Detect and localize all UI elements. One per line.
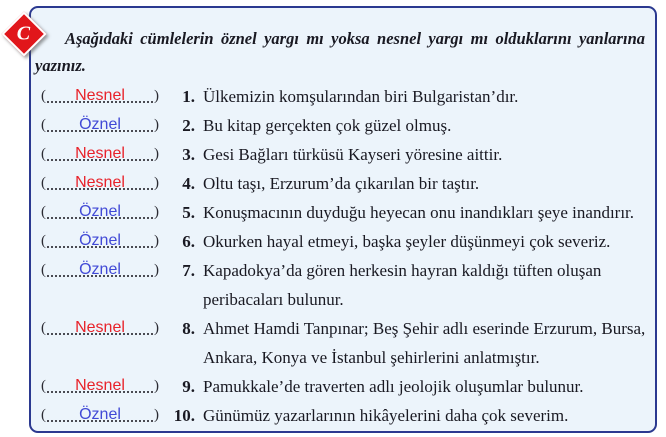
- close-paren: ): [154, 233, 159, 249]
- close-paren: ): [154, 407, 159, 423]
- answer-blank[interactable]: [41, 372, 159, 401]
- close-paren: ): [154, 117, 159, 133]
- item-number: 7.: [182, 261, 195, 280]
- answer-blank[interactable]: [41, 314, 159, 343]
- item-number: 8.: [182, 319, 195, 338]
- open-paren: (: [41, 233, 46, 249]
- handwritten-answer: Öznel: [79, 203, 121, 220]
- handwritten-answer: Nesnel: [75, 87, 125, 104]
- item-text: Gesi Bağları türküsü Kayseri yöresine aittir.: [203, 145, 503, 164]
- diamond-icon: [1, 11, 46, 56]
- item-number: 3.: [182, 145, 195, 164]
- open-paren: (: [41, 262, 46, 278]
- item-number: 6.: [182, 232, 195, 251]
- list-item: [31, 314, 655, 372]
- answer-blank[interactable]: [41, 227, 159, 256]
- answer-blank[interactable]: [41, 401, 159, 430]
- handwritten-answer: Öznel: [79, 261, 121, 278]
- item-text: Günümüz yazarlarının hikâyelerini daha çok severim.: [203, 406, 569, 425]
- handwritten-answer: Öznel: [79, 406, 121, 423]
- close-paren: ): [154, 378, 159, 394]
- answer-blank[interactable]: [41, 140, 159, 169]
- item-number: 5.: [182, 203, 195, 222]
- close-paren: ): [154, 146, 159, 162]
- item-text: Ahmet Hamdi Tanpınar; Beş Şehir adlı eserinde Erzurum, Bursa, Ankara, Konya ve İstanbul şehirlerini anlatmıştır.: [203, 319, 646, 367]
- handwritten-answer: Nesnel: [75, 319, 125, 336]
- handwritten-answer: Nesnel: [75, 174, 125, 191]
- answer-blank[interactable]: [41, 198, 159, 227]
- item-number: 4.: [182, 174, 195, 193]
- open-paren: (: [41, 204, 46, 220]
- question-list: [31, 82, 655, 430]
- list-item: [31, 140, 655, 169]
- close-paren: ): [154, 204, 159, 220]
- handwritten-answer: Nesnel: [75, 377, 125, 394]
- open-paren: (: [41, 146, 46, 162]
- list-item: [31, 401, 655, 430]
- list-item: [31, 227, 655, 256]
- item-text: Konuşmacının duyduğu heyecan onu inandıkları şeye inandırır.: [203, 203, 635, 222]
- close-paren: ): [154, 88, 159, 104]
- list-item: [31, 198, 655, 227]
- list-item: [31, 111, 655, 140]
- close-paren: ): [154, 320, 159, 336]
- handwritten-answer: Nesnel: [75, 145, 125, 162]
- item-text: Bu kitap gerçekten çok güzel olmuş.: [203, 116, 452, 135]
- answer-blank[interactable]: [41, 111, 159, 140]
- handwritten-answer: Öznel: [79, 116, 121, 133]
- section-letter: C: [17, 22, 31, 45]
- open-paren: (: [41, 88, 46, 104]
- close-paren: ): [154, 262, 159, 278]
- item-number: 2.: [182, 116, 195, 135]
- handwritten-answer: Öznel: [79, 232, 121, 249]
- exercise-panel: [29, 6, 657, 433]
- open-paren: (: [41, 378, 46, 394]
- item-number: 10.: [173, 406, 195, 425]
- list-item: [31, 169, 655, 198]
- list-item: [31, 256, 655, 314]
- open-paren: (: [41, 320, 46, 336]
- close-paren: ): [154, 175, 159, 191]
- answer-blank[interactable]: [41, 256, 159, 285]
- exercise-instruction: Aşağıdaki cümlelerin öznel yargı mı yoksa nesnel yargı mı olduklarını yanlarına yazınız.: [35, 29, 645, 75]
- item-number: 9.: [182, 377, 195, 396]
- item-text: Pamukkale’de traverten adlı jeolojik oluşumlar bulunur.: [203, 377, 584, 396]
- answer-blank[interactable]: [41, 169, 159, 198]
- item-text: Oltu taşı, Erzurum’da çıkarılan bir taştır.: [203, 174, 480, 193]
- open-paren: (: [41, 407, 46, 423]
- list-item: [31, 82, 655, 111]
- item-number: 1.: [182, 87, 195, 106]
- item-text: Ülkemizin komşularından biri Bulgaristan’dır.: [203, 87, 519, 106]
- open-paren: (: [41, 117, 46, 133]
- section-badge: [3, 13, 45, 55]
- answer-blank[interactable]: [41, 82, 159, 111]
- list-item: [31, 372, 655, 401]
- item-text: Kapadokya’da gören herkesin hayran kaldığı tüften oluşan peribacaları bulunur.: [203, 261, 602, 309]
- open-paren: (: [41, 175, 46, 191]
- item-text: Okurken hayal etmeyi, başka şeyler düşünmeyi çok severiz.: [203, 232, 611, 251]
